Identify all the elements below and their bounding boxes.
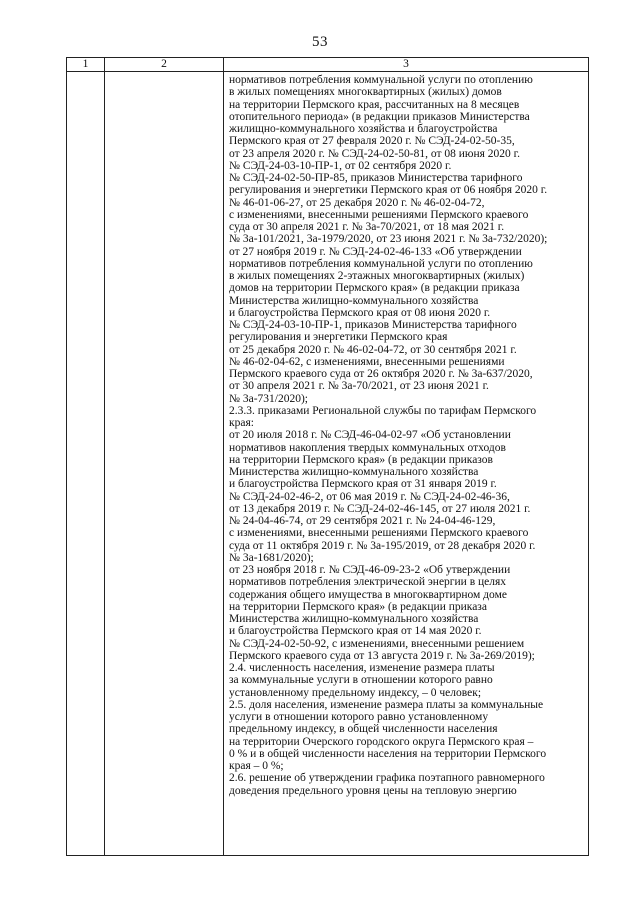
text-line: регулирования и энергетики Пермского края от 06 ноября 2020 г. xyxy=(229,184,548,197)
text-line: 2.3.3. приказами Региональной службы по тарифам Пермского xyxy=(229,404,537,417)
column-3-cell xyxy=(224,72,589,856)
text-line: и благоустройства Пермского края от 08 июня 2020 г. xyxy=(229,306,491,319)
document-table xyxy=(66,57,589,856)
page-number: 53 xyxy=(312,34,328,50)
text-line: 0 % и в общей численности населения на территории Пермского xyxy=(229,747,547,760)
text-line: 2.4. численность населения, изменение размера платы xyxy=(229,662,495,674)
text-line: от 27 ноября 2019 г. № СЭД-24-02-46-133 «Об утверждении xyxy=(229,245,522,258)
text-line: края: xyxy=(229,417,254,429)
text-line: края – 0 %; xyxy=(229,760,284,772)
text-line: № 24-04-46-74, от 29 сентября 2021 г. № 24-04-46-129, xyxy=(229,515,496,527)
text-line: Пермского краевого суда от 26 октября 2020 г. № 3а-637/2020, xyxy=(229,368,533,380)
text-line: 2.5. доля населения, изменение размера платы за коммунальные xyxy=(229,698,544,711)
text-line: на территории Пермского края» (в редакции приказов xyxy=(229,453,493,466)
text-line: доведения предельного уровня цены на тепловую энергию xyxy=(229,784,517,797)
text-line: в жилых помещениях многоквартирных (жилых) домов xyxy=(229,86,502,99)
text-line: от 23 ноября 2018 г. № СЭД-46-09-23-2 «Об утверждении xyxy=(229,564,511,576)
text-line: № СЭД-24-03-10-ПР-1, от 02 сентября 2020 г. xyxy=(229,159,452,172)
table-header-row xyxy=(67,58,589,72)
text-line: № 46-01-06-27, от 25 декабря 2020 г. № 46-02-04-72, xyxy=(229,196,485,209)
text-line: Пермского края от 27 февраля 2020 г. № СЭД-24-02-50-35, xyxy=(229,135,515,148)
column-header-2: 2 xyxy=(105,58,224,72)
column-2-cell xyxy=(105,72,224,856)
text-line: 2.6. решение об утверждении графика поэтапного равномерного xyxy=(229,772,545,785)
text-line: Министерства жилищно-коммунального хозяйства xyxy=(229,613,479,625)
text-line: и благоустройства Пермского края от 31 января 2019 г. xyxy=(229,478,497,491)
column-header-1: 1 xyxy=(67,58,105,72)
text-line: № 3а-101/2021, 3а-1979/2020, от 23 июня 2021 г. № 3а-732/2020); xyxy=(229,233,548,246)
text-line: регулирования и энергетики Пермского края xyxy=(229,331,448,344)
text-line: за коммунальные услуги в отношении которого равно xyxy=(229,674,493,687)
text-line: на территории Очерского городского округа Пермского края – xyxy=(229,735,534,748)
text-line: нормативов потребления коммунальной услуги по отоплению xyxy=(229,257,533,270)
text-line: от 13 декабря 2019 г. № СЭД-24-02-46-145, от 27 июля 2021 г. xyxy=(229,502,531,515)
text-line: № 46-02-04-62, с изменениями, внесенными решениями xyxy=(229,355,505,368)
text-line: с изменениями, внесенными решениями Пермского краевого xyxy=(229,527,529,540)
text-line: нормативов потребления коммунальной услуги по отоплению xyxy=(229,74,533,86)
text-line: содержания общего имущества в многоквартирном доме xyxy=(229,588,507,601)
column-header-3: 3 xyxy=(224,58,589,72)
text-line: суда от 11 октября 2019 г. № 3а-195/2019, от 28 декабря 2020 г. xyxy=(229,539,536,552)
text-line: Пермского краевого суда от 13 августа 2019 г. № 3а-269/2019); xyxy=(229,649,535,662)
text-line: на территории Пермского края, рассчитанных на 8 месяцев xyxy=(229,98,520,111)
text-line: нормативов накопления твердых коммунальных отходов xyxy=(229,441,506,454)
text-line: на территории Пермского края» (в редакции приказа xyxy=(229,600,487,613)
text-line: предельному индексу, в общей численности населения xyxy=(229,723,498,736)
text-line: услуги в отношении которого равно установленному xyxy=(229,711,489,723)
text-line: жилищно-коммунального хозяйства и благоустройства xyxy=(229,123,498,135)
text-line: от 30 апреля 2021 г. № 3а-70/2021, от 23 июня 2021 г. xyxy=(229,380,489,393)
text-line: и благоустройства Пермского края от 14 мая 2020 г. xyxy=(229,625,482,638)
text-line: отопительного периода» (в редакции приказов Министерства xyxy=(229,110,530,123)
text-line: № СЭД-24-02-50-ПР-85, приказов Министерства тарифного xyxy=(229,172,523,184)
text-line: № СЭД-24-02-50-92, с изменениями, внесенными решением xyxy=(229,637,525,650)
text-line: от 23 апреля 2020 г. № СЭД-24-02-50-81, от 08 июня 2020 г. xyxy=(229,147,520,160)
text-line: суда от 30 апреля 2021 г. № 3а-70/2021, от 18 мая 2021 г. xyxy=(229,221,505,233)
text-line: от 20 июля 2018 г. № СЭД-46-04-02-97 «Об установлении xyxy=(229,429,511,442)
text-line: Министерства жилищно-коммунального хозяйства xyxy=(229,466,479,478)
table-body-row xyxy=(67,72,589,856)
text-line: с изменениями, внесенными решениями Пермского краевого xyxy=(229,208,529,221)
text-line: домов на территории Пермского края» (в редакции приказа xyxy=(229,282,520,295)
text-line: № СЭД-24-02-46-2, от 06 мая 2019 г. № СЭД-24-02-46-36, xyxy=(229,490,510,503)
text-line: от 25 декабря 2020 г. № 46-02-04-72, от 30 сентября 2021 г. xyxy=(229,343,517,356)
column-3-text xyxy=(229,74,584,797)
text-line: № 3а-731/2020); xyxy=(229,392,309,405)
text-line: нормативов потребления электрической энергии в целях xyxy=(229,576,507,589)
text-line: установленному предельному индексу, – 0 человек; xyxy=(229,686,482,699)
column-1-cell xyxy=(67,72,105,856)
text-line: Министерства жилищно-коммунального хозяйства xyxy=(229,294,479,307)
text-line: в жилых помещениях 2-этажных многоквартирных (жилых) xyxy=(229,270,525,282)
text-line: № 3а-1681/2020); xyxy=(229,551,314,564)
text-line: № СЭД-24-03-10-ПР-1, приказов Министерства тарифного xyxy=(229,319,517,331)
